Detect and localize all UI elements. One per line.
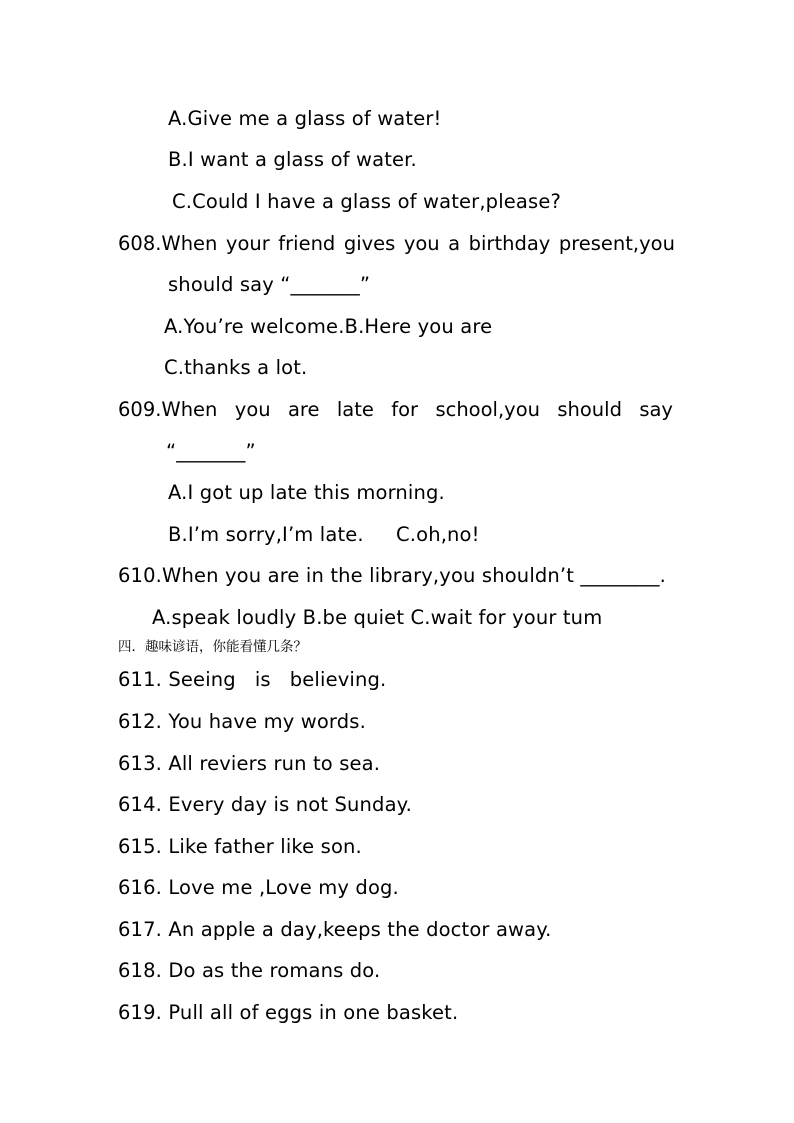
proverb-item: 617. An apple a day,keeps the doctor away.: [118, 918, 552, 941]
q609-question-line1: [118, 398, 673, 422]
q608-word: gives: [343, 232, 396, 255]
q609-question-line2: “_______”: [166, 440, 256, 463]
q610-options: A.speak loudly B.be quiet C.wait for your tum: [152, 606, 603, 629]
proverb-item: 614. Every day is not Sunday.: [118, 793, 412, 816]
q608-word: friend: [278, 232, 336, 255]
q609-word: for: [391, 398, 419, 421]
q609-word: school,you: [435, 398, 540, 421]
q609-option-c: C.oh,no!: [396, 523, 480, 546]
q608-question-line1: [118, 232, 675, 256]
proverb-item: 612. You have my words.: [118, 710, 366, 733]
proverb-item: 613. All reviers run to sea.: [118, 752, 381, 775]
q609-option-a: A.I got up late this morning.: [168, 481, 445, 504]
q608-word: a: [448, 232, 461, 255]
q609-word: you: [234, 398, 271, 421]
proverb-item: 619. Pull all of eggs in one basket.: [118, 1001, 459, 1024]
q608-options-ab: A.You’re welcome.B.Here you are: [164, 315, 493, 338]
q609-word: say: [639, 398, 673, 421]
q609-word: are: [287, 398, 320, 421]
proverb-item: 616. Love me ,Love my dog.: [118, 876, 399, 899]
q608-word: your: [225, 232, 270, 255]
q609-word: should: [557, 398, 622, 421]
q608-question-line2: should say “_______”: [168, 273, 371, 296]
q608-word: 608.When: [118, 232, 218, 255]
q607-option-a: A.Give me a glass of water!: [168, 107, 442, 130]
q608-word: birthday: [468, 232, 551, 255]
q610-question: 610.When you are in the library,you shouldn’t ________.: [118, 564, 666, 587]
q607-option-b: B.I want a glass of water.: [168, 148, 417, 171]
q608-word: present,you: [558, 232, 675, 255]
q607-option-c: C.Could I have a glass of water,please?: [172, 190, 561, 213]
proverb-item: 615. Like father like son.: [118, 835, 362, 858]
q609-option-b: B.I’m sorry,I’m late.: [168, 523, 364, 546]
q609-word: late: [336, 398, 374, 421]
q608-word: you: [403, 232, 440, 255]
q609-word: 609.When: [118, 398, 218, 421]
q608-option-c: C.thanks a lot.: [164, 356, 308, 379]
proverb-item: 618. Do as the romans do.: [118, 959, 381, 982]
section-four-heading: 四．趣味谚语，你能看懂几条？: [118, 639, 307, 655]
proverb-item: 611. Seeing is believing.: [118, 668, 387, 691]
